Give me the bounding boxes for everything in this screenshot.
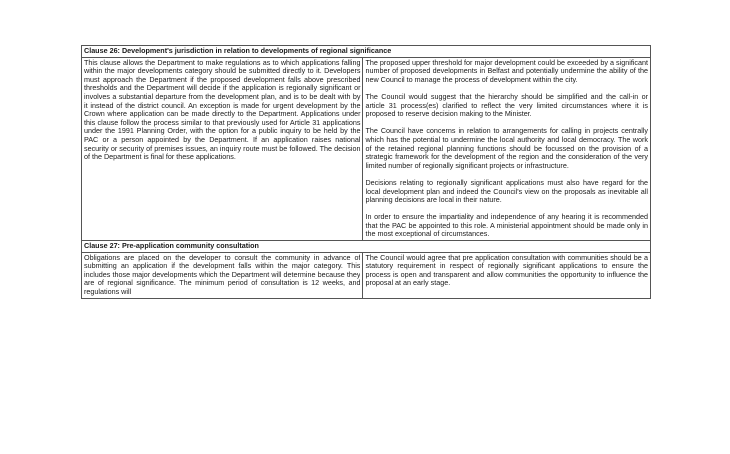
clause-26-heading: Clause 26: Development's jurisdiction in relation to developments of regional significance xyxy=(82,46,651,58)
clause-27-body-row xyxy=(82,252,651,298)
clause-27-description xyxy=(82,252,363,298)
clause-27-description-text: Obligations are placed on the developer to consult the community in advance of submitting an application if the development falls within the major category. This includes those major developments which the Department will determine because they are of regional significance. The minimum period of consultation is 12 weeks, and regulations will xyxy=(84,253,361,297)
clause-26-heading-row xyxy=(82,46,651,58)
response-paragraph: The Council would suggest that the hierarchy should be simplified and the call-in or article 31 process(es) clarified to reflect the very limited circumstances where it is proposed to reserve decision making to the Minister. xyxy=(365,91,648,119)
response-paragraph: The proposed upper threshold for major development could be exceeded by a significant number of proposed developments in Belfast and potentially undermine the ability of the new Council to manage the process of development within the city. xyxy=(365,57,648,84)
clause-27-response-text: The Council would agree that pre application consultation with communities should be a statutory requirement in respect of regionally significant applications to ensure the process is open and transparent and allow communities the opportunity to influence the proposal at an early stage. xyxy=(365,253,648,288)
clause-26-body-row xyxy=(82,57,651,240)
response-paragraph: The Council have concerns in relation to arrangements for calling in projects centrally which has the potential to undermine the local authority and local democracy. The work of the retained regional planning functions should be focussed on the provision of a strategic framework for the development of the region and the consideration of the very limited number of regionally significant projects or infrastructure. xyxy=(365,126,648,170)
response-paragraph: In order to ensure the impartiality and independence of any hearing it is recommended that the PAC be appointed to this role. A ministerial appointment should be made only in the most exceptional of circumstances. xyxy=(365,212,648,239)
clause-26-description xyxy=(82,57,363,240)
clause-26-council-response xyxy=(363,57,651,240)
clause-27-council-response xyxy=(363,252,651,298)
clause-27-heading: Clause 27: Pre-application community consultation xyxy=(82,241,651,253)
clause-table xyxy=(81,45,651,299)
response-paragraph: Decisions relating to regionally significant applications must also have regard for the local development plan and indeed the Council's view on the proposals as inevitable all planning decisions are local in their nature. xyxy=(365,177,648,205)
clause-26-description-text: This clause allows the Department to make regulations as to which applications falling within the major developments category should be submitted directly to it. Developers must approach the Department if the proposed development falls above prescribed thresholds and the Department will decide if the application is regionally significant or involves a substantial departure from the development plan, and is to be dealt with by it instead of the district council. An exception is made for urgent development by the Crown where application can be made directly to the Department. Applications under this clause follow the process similar to that previously used for Article 31 applications under the 1991 Planning Order, with the option for a public inquiry to be held by the PAC or a person appointed by the Department. If an application raises national security or security of premises issues, an inquiry route must be followed. The decision of the Department is final for these applications. xyxy=(84,57,361,162)
clause-27-heading-row xyxy=(82,241,651,253)
